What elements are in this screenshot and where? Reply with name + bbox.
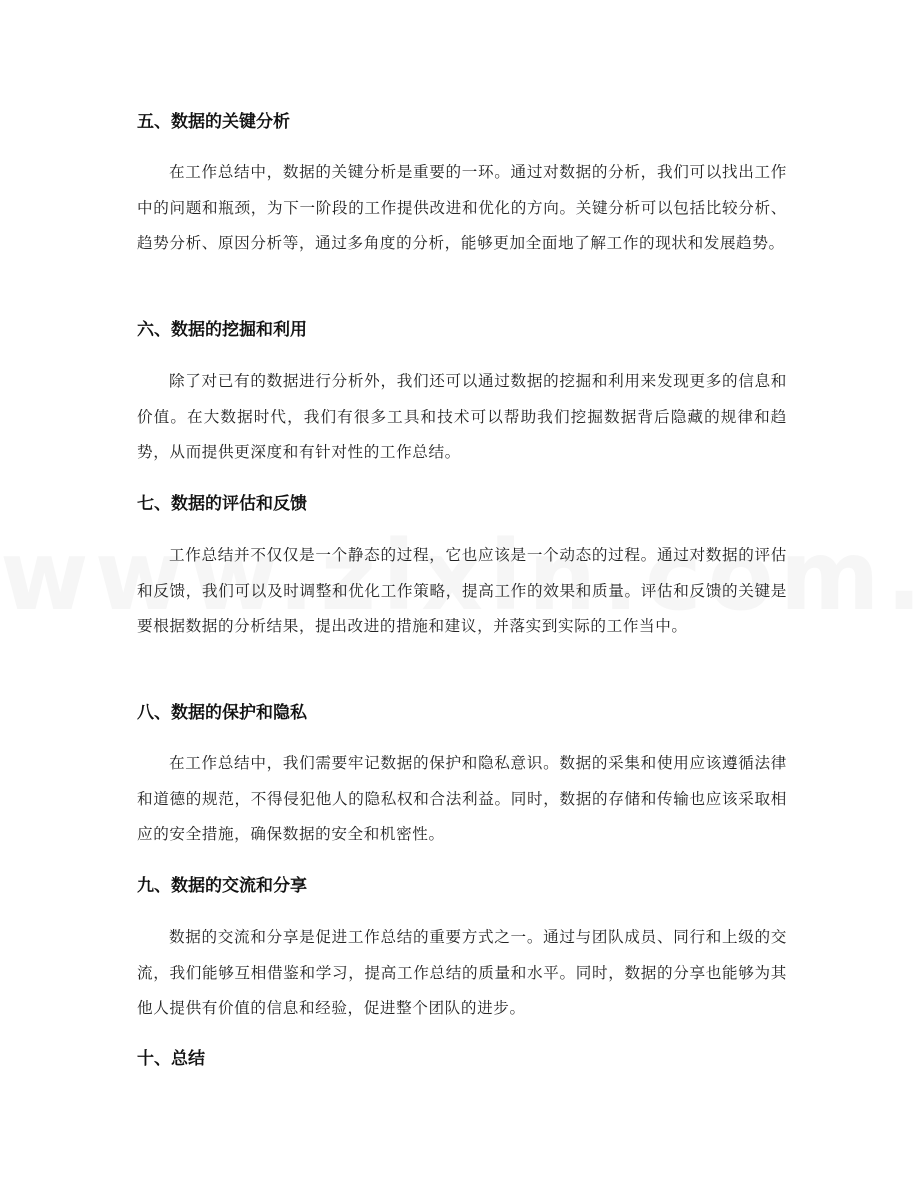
section-heading: 十、总结 (137, 1049, 205, 1069)
section-heading: 六、数据的挖掘和利用 (137, 320, 307, 340)
section-paragraph: 除了对已有的数据进行分析外，我们还可以通过数据的挖掘和利用来发现更多的信息和价值。在大数据时代，我们有很多工具和技术可以帮助我们挖掘数据背后隐藏的规律和趋势，从而提供更深度和有针对性的工作总结。 (137, 372, 787, 461)
section-paragraph: 在工作总结中，我们需要牢记数据的保护和隐私意识。数据的采集和使用应该遵循法律和道德的规范，不得侵犯他人的隐私权和合法利益。同时，数据的存储和传输也应该采取相应的安全措施，确保数据的安全和机密性。 (137, 754, 787, 843)
section-paragraph: 在工作总结中，数据的关键分析是重要的一环。通过对数据的分析，我们可以找出工作中的问题和瓶颈，为下一阶段的工作提供改进和优化的方向。关键分析可以包括比较分析、趋势分析、原因分析等，通过多角度的分析，能够更加全面地了解工作的现状和发展趋势。 (137, 163, 787, 252)
section-heading: 七、数据的评估和反馈 (137, 494, 307, 514)
section-heading: 五、数据的关键分析 (137, 112, 290, 132)
section-heading: 九、数据的交流和分享 (137, 876, 307, 896)
section-heading: 八、数据的保护和隐私 (137, 703, 307, 723)
section-paragraph: 数据的交流和分享是促进工作总结的重要方式之一。通过与团队成员、同行和上级的交流，我们能够互相借鉴和学习，提高工作总结的质量和水平。同时，数据的分享也能够为其他人提供有价值的信息和经验，促进整个团队的进步。 (137, 928, 787, 1017)
section-paragraph: 工作总结并不仅仅是一个静态的过程，它也应该是一个动态的过程。通过对数据的评估和反馈，我们可以及时调整和优化工作策略，提高工作的效果和质量。评估和反馈的关键是要根据数据的分析结果，提出改进的措施和建议，并落实到实际的工作当中。 (137, 546, 787, 635)
